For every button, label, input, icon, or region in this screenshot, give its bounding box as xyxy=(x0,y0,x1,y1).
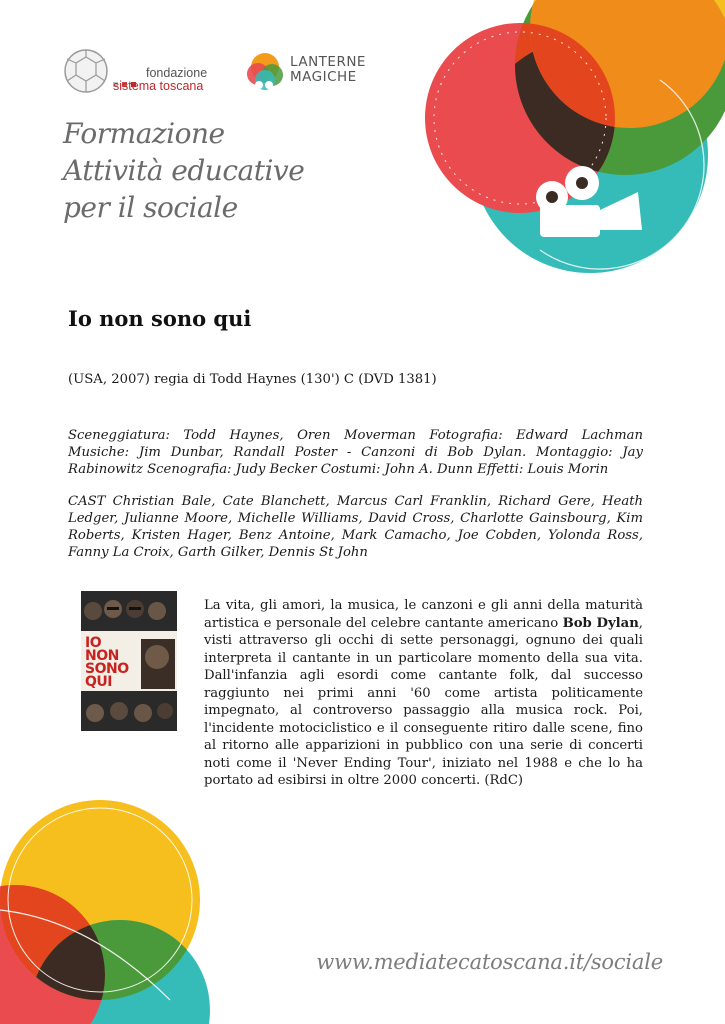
heading-line-2: Attività educative xyxy=(63,154,305,187)
logo-lm-line1: LANTERNE xyxy=(290,54,366,70)
lanterne-magiche-logo xyxy=(243,50,373,100)
logo-lm-line2: MAGICHE xyxy=(290,69,357,85)
poster-title-line-3: SONO xyxy=(85,661,129,677)
geodesic-sphere-icon xyxy=(63,48,109,94)
film-meta: (USA, 2007) regia di Todd Haynes (130') C (DVD 1381) xyxy=(68,372,437,387)
synopsis-text-2: , visti attraverso gli occhi di sette personaggi, ognuno dei quali interpreta il cantante in un particolare momento della sua vita. Dall'infanzia agli esordi come cantante folk, dal successo raggiunto nei primi anni '60 come artista politicamente impegnato, al controverso passaggio alla musica rock. Poi, l'incidente motociclistico e il conseguente ritiro dalle scene, fino al ritorno alle apparizioni in pubblico con una serie di concerti noti come il 'Never Ending Tour', iniziato nel 1988 e che lo ha portato ad esibirsi in oltre 2000 concerti. (RdC) xyxy=(204,615,643,788)
heading-line-3: per il sociale xyxy=(63,191,238,224)
poster-title-line-1: IO xyxy=(85,635,102,651)
heading-line-1: Formazione xyxy=(63,117,225,150)
logo-fst-line1: fondazione xyxy=(146,66,208,80)
fondazione-sistema-toscana-logo xyxy=(63,48,213,98)
decorative-circles-bottom xyxy=(0,800,230,1024)
section-heading xyxy=(63,115,423,226)
lanterne-magiche-circles-icon xyxy=(243,50,287,94)
film-synopsis xyxy=(204,597,643,790)
film-cast: CAST Christian Bale, Cate Blanchett, Marcus Carl Franklin, Richard Gere, Heath Ledger, Julianne Moore, Michelle Williams, David Cross, Charlotte Gainsbourg, Kim Roberts, Kristen Hager, Benz Antoine, Mark Camacho, Joe Cobden, Yolonda Ross, Fanny La Croix, Garth Gilker, Dennis St John xyxy=(68,494,643,560)
website-url[interactable]: www.mediatecatoscana.it/sociale xyxy=(316,950,663,974)
decorative-circles-top xyxy=(420,0,725,280)
film-credits: Sceneggiatura: Todd Haynes, Oren Moverman Fotografia: Edward Lachman Musiche: Jim Dunbar, Randall Poster - Canzoni di Bob Dylan. Montaggio: Jay Rabinowitz Scenografia: Judy Becker Costumi: John A. Dunn Effetti: Louis Morin xyxy=(68,428,643,477)
logo-fst-line2: sistema toscana xyxy=(113,79,204,93)
poster-title-line-2: NON xyxy=(85,648,119,664)
poster-title-line-4: QUI xyxy=(85,674,112,690)
film-title: Io non sono qui xyxy=(68,306,252,331)
synopsis-bold-name: Bob Dylan xyxy=(562,615,639,631)
synopsis-text-1: La vita, gli amori, la musica, le canzoni e gli anni della maturità artistica e personale del celebre cantante americano xyxy=(204,598,643,631)
film-poster xyxy=(81,591,177,731)
